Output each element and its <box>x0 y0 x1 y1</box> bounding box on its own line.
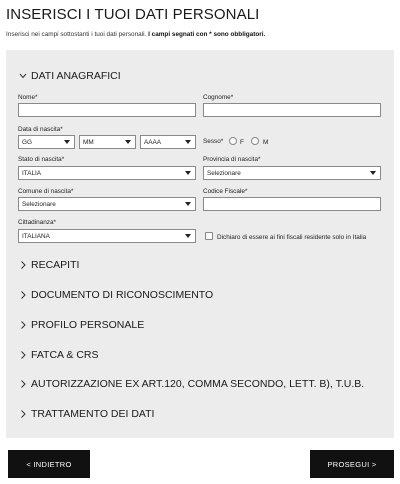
chevron-right-icon <box>19 379 27 389</box>
comune-nascita-value: Selezionare <box>22 201 56 208</box>
chevron-right-icon <box>19 290 27 300</box>
section-profilo[interactable] <box>19 319 144 331</box>
cittadinanza-label: Cittadinanza* <box>18 219 57 226</box>
page-title: INSERISCI I TUOI DATI PERSONALI <box>6 6 260 23</box>
mese-select[interactable] <box>79 135 136 149</box>
chevron-right-icon <box>19 409 27 419</box>
giorno-select[interactable] <box>18 135 75 149</box>
anno-value: AAAA <box>144 139 162 146</box>
caret-down-icon <box>185 234 191 238</box>
section-autorizzazione[interactable] <box>19 378 364 390</box>
section-recapiti[interactable] <box>19 259 79 271</box>
chevron-right-icon <box>19 260 27 270</box>
sesso-m-label: M <box>263 139 269 146</box>
cognome-input[interactable] <box>203 103 381 117</box>
sesso-m-radio[interactable] <box>251 137 259 145</box>
giorno-value: GG <box>22 139 32 146</box>
mese-value: MM <box>83 139 94 146</box>
cittadinanza-value: ITALIANA <box>22 233 50 240</box>
intro-required-note: I campi segnati con * sono obbligatori. <box>148 31 266 38</box>
stato-nascita-select[interactable] <box>18 166 196 180</box>
section-label: RECAPITI <box>31 259 80 271</box>
section-dati-anagrafici[interactable] <box>19 70 121 82</box>
section-label: AUTORIZZAZIONE EX ART.120, COMMA SECONDO, LETT. B), T.U.B. <box>31 378 365 390</box>
caret-down-icon <box>64 140 70 144</box>
provincia-nascita-value: Selezionare <box>207 170 241 177</box>
codice-fiscale-input[interactable] <box>203 197 381 211</box>
section-title: DATI ANAGRAFICI <box>31 70 121 82</box>
provincia-nascita-select[interactable] <box>203 166 381 180</box>
form-panel <box>6 50 394 438</box>
comune-nascita-select[interactable] <box>18 197 196 211</box>
cognome-label: Cognome* <box>203 94 234 101</box>
next-button[interactable]: PROSEGUI > <box>310 450 394 478</box>
provincia-nascita-label: Provincia di nascita* <box>203 156 261 163</box>
stato-nascita-value: ITALIA <box>22 170 42 177</box>
section-label: FATCA & CRS <box>31 349 99 361</box>
comune-nascita-label: Comune di nascita* <box>18 188 74 195</box>
section-label: TRATTAMENTO DEI DATI <box>31 408 155 420</box>
intro-normal: Inserisci nei campi sottostanti i tuoi dati personali. <box>6 31 149 38</box>
section-documento[interactable] <box>19 289 213 301</box>
intro-text <box>6 31 265 38</box>
back-button[interactable]: < INDIETRO <box>8 450 90 478</box>
caret-down-icon <box>125 140 131 144</box>
section-trattamento[interactable] <box>19 408 154 420</box>
caret-down-icon <box>185 140 191 144</box>
sesso-f-label: F <box>240 139 244 146</box>
anno-select[interactable] <box>140 135 196 149</box>
chevron-down-icon <box>19 71 27 81</box>
chevron-right-icon <box>19 350 27 360</box>
nome-label: Nome* <box>18 94 38 101</box>
section-label: DOCUMENTO DI RICONOSCIMENTO <box>31 289 214 301</box>
cittadinanza-select[interactable] <box>18 229 196 243</box>
caret-down-icon <box>185 171 191 175</box>
caret-down-icon <box>185 202 191 206</box>
section-label: PROFILO PERSONALE <box>31 319 145 331</box>
codice-fiscale-label: Codice Fiscale* <box>203 188 248 195</box>
residente-italia-label: Dichiaro di essere ai fini fiscali residente solo in Italia <box>217 234 367 241</box>
stato-nascita-label: Stato di nascita* <box>18 156 65 163</box>
sesso-label: Sesso* <box>203 138 224 145</box>
section-fatca[interactable] <box>19 349 99 361</box>
data-nascita-label: Data di nascita* <box>18 126 63 133</box>
residente-italia-checkbox[interactable] <box>205 232 213 240</box>
nome-input[interactable] <box>18 103 196 117</box>
caret-down-icon <box>370 171 376 175</box>
chevron-right-icon <box>19 320 27 330</box>
sesso-f-radio[interactable] <box>229 137 237 145</box>
